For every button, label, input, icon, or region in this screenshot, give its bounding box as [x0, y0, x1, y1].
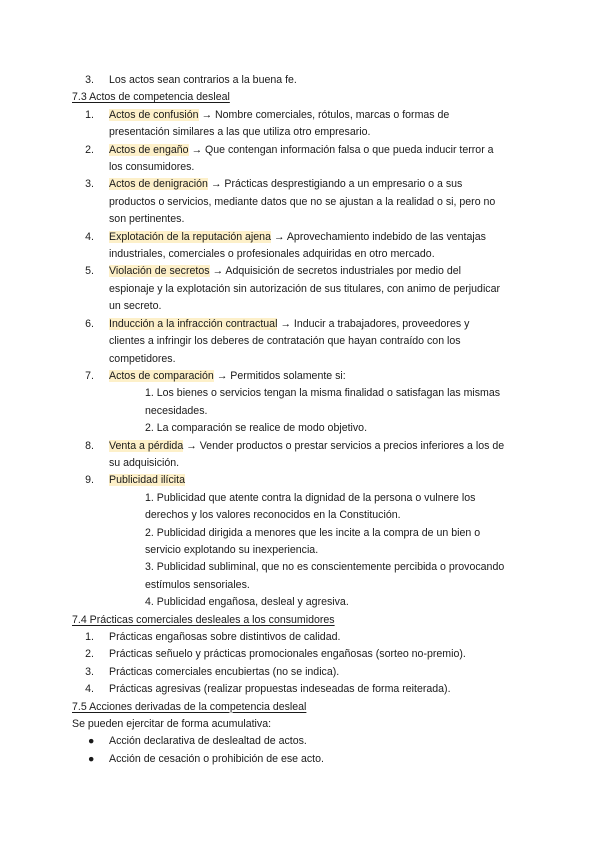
highlighted-term: Actos de confusión [109, 108, 199, 121]
item-text: Los actos sean contrarios a la buena fe. [109, 74, 297, 86]
text-line: Actos de confusión → Nombre comerciales, rótulos, marcas o formas de [109, 108, 450, 121]
sub-item-line: 2. Publicidad dirigida a menores que les incite a la compra de un bien o [145, 526, 481, 539]
item-text: Prácticas engañosas sobre distintivos de calidad. [109, 631, 341, 643]
item-number: 8. [85, 439, 94, 452]
item-text: Prácticas señuelo y prácticas promocionales engañosas (sorteo no-premio). [109, 648, 466, 661]
list-item [72, 664, 528, 681]
bullet-text: Acción de cesación o prohibición de ese acto. [109, 752, 324, 765]
list-item [72, 629, 528, 646]
list-item [72, 368, 528, 385]
item-text [109, 229, 528, 264]
highlighted-term: Venta a pérdida [109, 439, 184, 452]
highlighted-term: Actos de comparación [109, 369, 214, 382]
text-line: Venta a pérdida → Vender productos o prestar servicios a precios inferiores a los de [109, 439, 505, 452]
text-line: su adquisición. [109, 456, 180, 469]
item-number: 3. [85, 74, 94, 86]
item-text [109, 472, 528, 489]
actions-list [72, 733, 528, 768]
item-number: 7. [85, 369, 94, 382]
highlighted-term: Actos de engaño [109, 143, 189, 156]
text-line: Explotación de la reputación ajena → Aprovechamiento indebido de las ventajas [109, 230, 486, 243]
highlighted-term: Actos de denigración [109, 178, 208, 191]
item-text [109, 176, 528, 228]
sub-item-line: 1. Publicidad que atente contra la dignidad de la persona o vulnere los [145, 491, 476, 504]
list-item [72, 316, 528, 368]
item-number: 2. [85, 648, 94, 661]
item-number: 2. [85, 143, 94, 156]
sub-item-line: estímulos sensoriales. [145, 578, 250, 591]
item-text [109, 263, 528, 315]
highlighted-term: Violación de secretos [109, 265, 210, 278]
item-text [109, 142, 528, 177]
consumer-practices-list [72, 629, 528, 699]
text-line: Inducción a la infracción contractual → Inducir a trabajadores, proveedores y [109, 317, 470, 330]
bullet-icon: ● [88, 735, 95, 748]
item-number: 6. [85, 317, 94, 330]
item-number: 3. [85, 665, 94, 678]
competencia-desleal-list [72, 107, 528, 612]
section-title-7-5: 7.5 Acciones derivadas de la competencia desleal [72, 700, 307, 713]
list-item [72, 176, 528, 228]
text-line: Actos de engaño → Que contengan información falsa o que pueda inducir terror a [109, 143, 494, 156]
sub-item-line: 4. Publicidad engañosa, desleal y agresiva. [145, 596, 349, 609]
section-intro: Se pueden ejercitar de forma acumulativa: [72, 718, 272, 731]
item-number: 9. [85, 474, 94, 487]
list-item [72, 681, 528, 698]
sub-item-line: derechos y los valores reconocidos en la Constitución. [145, 509, 401, 522]
item-text [109, 368, 528, 385]
bullet-icon: ● [88, 752, 95, 765]
sub-item-line: 1. Los bienes o servicios tengan la misma finalidad o satisfagan las mismas [145, 387, 501, 400]
item-number: 1. [85, 108, 94, 121]
item-number: 3. [85, 178, 94, 191]
text-line: Violación de secretos → Adquisición de secretos industriales por medio del [109, 265, 461, 278]
text-line [109, 472, 528, 489]
text-line: presentación similares a las que utiliza otro empresario. [109, 126, 371, 139]
list-item [72, 72, 528, 89]
text-line: clientes a infringir los deberes de contratación que hayan contraído con los [109, 335, 461, 348]
bullet-text: Acción declarativa de deslealtad de actos. [109, 735, 307, 748]
text-line: espionaje y la explotación sin autorización de sus titulares, con animo de perjudicar [109, 282, 501, 295]
text-line: productos o servicios, mediante datos que no se ajustan a la realidad o si, pero no [109, 195, 496, 208]
sub-item-line: 3. Publicidad subliminal, que no es conscientemente percibida o provocando [145, 561, 505, 574]
item-text: Prácticas comerciales encubiertas (no se indica). [109, 665, 340, 678]
list-item [72, 263, 528, 315]
list-item [72, 107, 528, 142]
list-item [72, 438, 528, 473]
list-item [72, 229, 528, 264]
text-line: un secreto. [109, 300, 162, 313]
highlighted-term: Inducción a la infracción contractual [109, 317, 278, 330]
document-body [72, 72, 528, 768]
highlighted-term: Explotación de la reputación ajena [109, 230, 271, 243]
section-title-7-3: 7.3 Actos de competencia desleal [72, 91, 230, 104]
text-line: los consumidores. [109, 161, 195, 174]
section-title-7-4: 7.4 Prácticas comerciales desleales a los consumidores [72, 613, 335, 626]
text-line: Actos de comparación → Permitidos solamente si: [109, 369, 346, 382]
item-text [109, 316, 528, 368]
item-text: Prácticas agresivas (realizar propuestas indeseadas de forma reiterada). [109, 683, 451, 696]
item-number: 1. [85, 631, 94, 643]
text-line: Actos de denigración → Prácticas desprestigiando a un empresario o a sus [109, 178, 463, 191]
list-item [72, 646, 528, 663]
text-line: son pertinentes. [109, 213, 185, 226]
item-number: 4. [85, 683, 94, 696]
sub-item-line: servicio explotando su inexperiencia. [145, 543, 319, 556]
item-number: 5. [85, 265, 94, 278]
highlighted-term: Publicidad ilícita [109, 474, 185, 487]
text-line: industriales, comerciales o profesionales adquiridas en otro mercado. [109, 248, 435, 261]
sub-item-line: 2. La comparación se realice de modo objetivo. [145, 422, 368, 435]
item-number: 4. [85, 230, 94, 243]
list-item [72, 472, 528, 489]
sub-item-line: necesidades. [145, 404, 208, 417]
bullet-item [72, 733, 528, 750]
text-line: competidores. [109, 352, 176, 365]
list-item [72, 142, 528, 177]
item-text [109, 107, 528, 142]
item-text [109, 438, 528, 473]
bullet-item [72, 751, 528, 768]
